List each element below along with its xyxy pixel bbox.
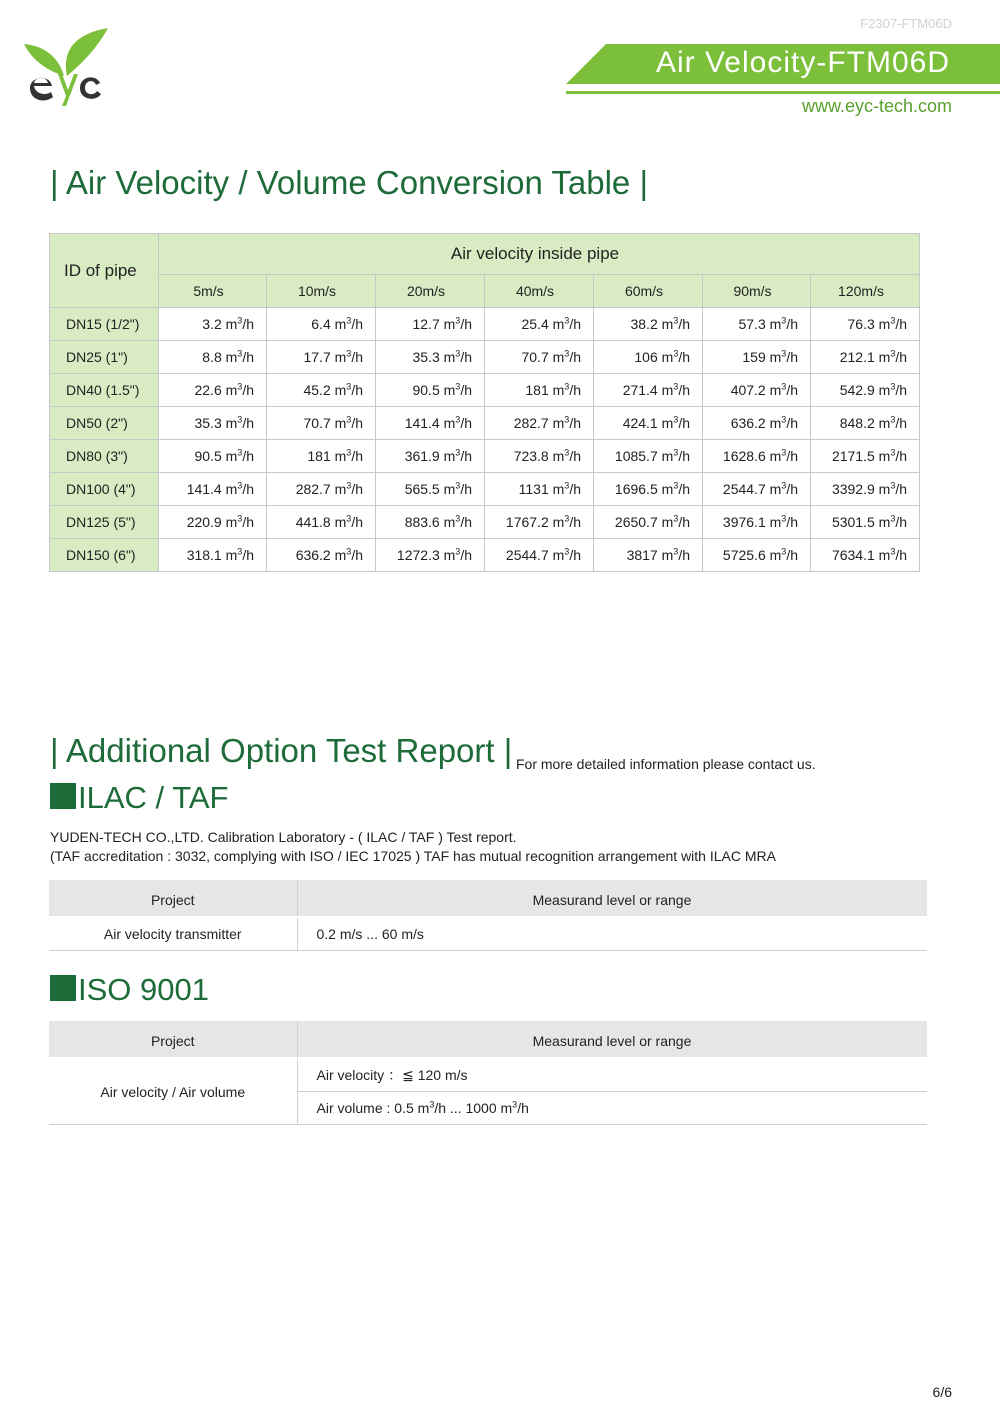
product-title: Air Velocity-FTM06D bbox=[655, 46, 950, 79]
flow-value-cell: 318.1 $m^3/h$ bbox=[159, 539, 267, 572]
flow-value-cell: 141.4 $m^3/h$ bbox=[159, 473, 267, 506]
flow-value-cell: 883.6 $m^3/h$ bbox=[376, 506, 485, 539]
pipe-id-cell: DN15 (1/2") bbox=[50, 308, 159, 341]
flow-value-cell: 220.9 $m^3/h$ bbox=[159, 506, 267, 539]
flow-value-cell: 1767.2 $m^3/h$ bbox=[485, 506, 594, 539]
flow-value-cell: 3817 $m^3/h$ bbox=[594, 539, 703, 572]
flow-value-cell: 542.9 $m^3/h$ bbox=[811, 374, 920, 407]
flow-value-cell: 2544.7 $m^3/h$ bbox=[703, 473, 811, 506]
flow-value-cell: 141.4 $m^3/h$ bbox=[376, 407, 485, 440]
speed-header: 90m/s bbox=[703, 275, 811, 308]
website-link[interactable]: www.eyc-tech.com bbox=[801, 96, 952, 116]
pipe-id-cell: DN50 (2") bbox=[50, 407, 159, 440]
ilac-heading bbox=[50, 780, 228, 816]
flow-value-cell: 3392.9 $m^3/h$ bbox=[811, 473, 920, 506]
flow-value-cell: 6.4 $m^3/h$ bbox=[267, 308, 376, 341]
table-row bbox=[49, 1058, 927, 1092]
flow-value-cell: 181 $m^3/h$ bbox=[485, 374, 594, 407]
flow-value-cell: 57.3 $m^3/h$ bbox=[703, 308, 811, 341]
flow-value-cell: 636.2 $m^3/h$ bbox=[703, 407, 811, 440]
test-report-title: | Additional Option Test Report | bbox=[50, 732, 513, 769]
flow-value-cell: 212.1 $m^3/h$ bbox=[811, 341, 920, 374]
flow-value-cell: 90.5 $m^3/h$ bbox=[376, 374, 485, 407]
flow-value-cell: 424.1 $m^3/h$ bbox=[594, 407, 703, 440]
ilac-heading-text: ILAC / TAF bbox=[78, 780, 229, 815]
flow-value-cell: 25.4 $m^3/h$ bbox=[485, 308, 594, 341]
flow-value-cell: 1628.6 $m^3/h$ bbox=[703, 440, 811, 473]
flow-value-cell: 90.5 $m^3/h$ bbox=[159, 440, 267, 473]
table-row bbox=[50, 374, 920, 407]
ilac-project-header: Project bbox=[49, 880, 297, 917]
flow-value-cell: 636.2 $m^3/h$ bbox=[267, 539, 376, 572]
pipe-id-cell: DN150 (6") bbox=[50, 539, 159, 572]
iso-range-volume: Air volume : 0.5 $m^3/h$ ... 1000 $m^3/h$ bbox=[297, 1092, 927, 1125]
flow-value-cell: 1085.7 $m^3/h$ bbox=[594, 440, 703, 473]
flow-value-cell: 848.2 $m^3/h$ bbox=[811, 407, 920, 440]
speed-header: 40m/s bbox=[485, 275, 594, 308]
flow-value-cell: 2650.7 $m^3/h$ bbox=[594, 506, 703, 539]
pipe-id-cell: DN125 (5") bbox=[50, 506, 159, 539]
flow-value-cell: 282.7 $m^3/h$ bbox=[267, 473, 376, 506]
flow-value-cell: 1696.5 $m^3/h$ bbox=[594, 473, 703, 506]
table-row bbox=[50, 473, 920, 506]
iso-project: Air velocity / Air volume bbox=[49, 1058, 297, 1125]
conversion-table bbox=[49, 233, 920, 572]
ilac-project: Air velocity transmitter bbox=[49, 917, 297, 951]
ilac-range: 0.2 m/s ... 60 m/s bbox=[297, 917, 927, 951]
flow-value-cell: 45.2 $m^3/h$ bbox=[267, 374, 376, 407]
flow-value-cell: 22.6 $m^3/h$ bbox=[159, 374, 267, 407]
iso-heading bbox=[50, 972, 209, 1008]
flow-value-cell: 1272.3 $m^3/h$ bbox=[376, 539, 485, 572]
iso-table bbox=[49, 1021, 928, 1125]
banner-underline bbox=[566, 91, 1000, 94]
flow-value-cell: 271.4 $m^3/h$ bbox=[594, 374, 703, 407]
flow-value-cell: 76.3 $m^3/h$ bbox=[811, 308, 920, 341]
flow-value-cell: 35.3 $m^3/h$ bbox=[376, 341, 485, 374]
square-bullet-icon bbox=[50, 783, 76, 809]
flow-value-cell: 35.3 $m^3/h$ bbox=[159, 407, 267, 440]
flow-value-cell: 38.2 $m^3/h$ bbox=[594, 308, 703, 341]
table-row bbox=[50, 440, 920, 473]
flow-value-cell: 181 $m^3/h$ bbox=[267, 440, 376, 473]
speed-header: 60m/s bbox=[594, 275, 703, 308]
flow-value-cell: 407.2 $m^3/h$ bbox=[703, 374, 811, 407]
flow-value-cell: 282.7 $m^3/h$ bbox=[485, 407, 594, 440]
ilac-description bbox=[50, 828, 776, 866]
flow-value-cell: 159 $m^3/h$ bbox=[703, 341, 811, 374]
flow-value-cell: 1131 $m^3/h$ bbox=[485, 473, 594, 506]
contact-note: For more detailed information please contact us. bbox=[516, 756, 816, 772]
flow-value-cell: 106 $m^3/h$ bbox=[594, 341, 703, 374]
flow-value-cell: 3976.1 $m^3/h$ bbox=[703, 506, 811, 539]
flow-value-cell: 70.7 $m^3/h$ bbox=[485, 341, 594, 374]
speed-header: 5m/s bbox=[159, 275, 267, 308]
table-row bbox=[49, 917, 927, 951]
pipe-id-cell: DN25 (1") bbox=[50, 341, 159, 374]
flow-value-cell: 5301.5 $m^3/h$ bbox=[811, 506, 920, 539]
table-row bbox=[50, 539, 920, 572]
flow-value-cell: 2171.5 $m^3/h$ bbox=[811, 440, 920, 473]
iso-range-velocity: Air velocity ：≦ 120 m/s bbox=[297, 1058, 927, 1092]
table-row bbox=[50, 407, 920, 440]
table-row bbox=[50, 308, 920, 341]
flow-value-cell: 8.8 $m^3/h$ bbox=[159, 341, 267, 374]
flow-value-cell: 70.7 $m^3/h$ bbox=[267, 407, 376, 440]
iso-heading-text: ISO 9001 bbox=[78, 972, 209, 1007]
ilac-line-1: YUDEN-TECH CO.,LTD. Calibration Laboratory - ( ILAC / TAF ) Test report. bbox=[50, 829, 517, 845]
velocity-group-header: Air velocity inside pipe bbox=[159, 234, 920, 275]
pipe-id-cell: DN100 (4") bbox=[50, 473, 159, 506]
flow-value-cell: 441.8 $m^3/h$ bbox=[267, 506, 376, 539]
conversion-table-title: | Air Velocity / Volume Conversion Table | bbox=[50, 164, 649, 201]
flow-value-cell: 361.9 $m^3/h$ bbox=[376, 440, 485, 473]
iso-project-header: Project bbox=[49, 1021, 297, 1058]
iso-range-header: Measurand level or range bbox=[297, 1021, 927, 1058]
flow-value-cell: 3.2 $m^3/h$ bbox=[159, 308, 267, 341]
flow-value-cell: 723.8 $m^3/h$ bbox=[485, 440, 594, 473]
eyc-logo bbox=[22, 26, 112, 106]
square-bullet-icon bbox=[50, 975, 76, 1001]
ilac-table bbox=[49, 880, 928, 951]
flow-value-cell: 17.7 $m^3/h$ bbox=[267, 341, 376, 374]
table-row bbox=[50, 341, 920, 374]
speed-header: 20m/s bbox=[376, 275, 485, 308]
pipe-id-cell: DN40 (1.5") bbox=[50, 374, 159, 407]
document-code: F2307-FTM06D bbox=[860, 16, 952, 31]
flow-value-cell: 565.5 $m^3/h$ bbox=[376, 473, 485, 506]
page-number: 6/6 bbox=[932, 1384, 952, 1400]
flow-value-cell: 5725.6 $m^3/h$ bbox=[703, 539, 811, 572]
speed-header: 10m/s bbox=[267, 275, 376, 308]
pipe-id-cell: DN80 (3") bbox=[50, 440, 159, 473]
ilac-range-header: Measurand level or range bbox=[297, 880, 927, 917]
flow-value-cell: 12.7 $m^3/h$ bbox=[376, 308, 485, 341]
speed-header: 120m/s bbox=[811, 275, 920, 308]
ilac-line-2: (TAF accreditation : 3032, complying with ISO / IEC 17025 ) TAF has mutual recognition arrangement with ILAC MRA bbox=[50, 848, 776, 864]
flow-value-cell: 7634.1 $m^3/h$ bbox=[811, 539, 920, 572]
pipe-id-header: ID of pipe bbox=[50, 234, 159, 308]
flow-value-cell: 2544.7 $m^3/h$ bbox=[485, 539, 594, 572]
table-row bbox=[50, 506, 920, 539]
